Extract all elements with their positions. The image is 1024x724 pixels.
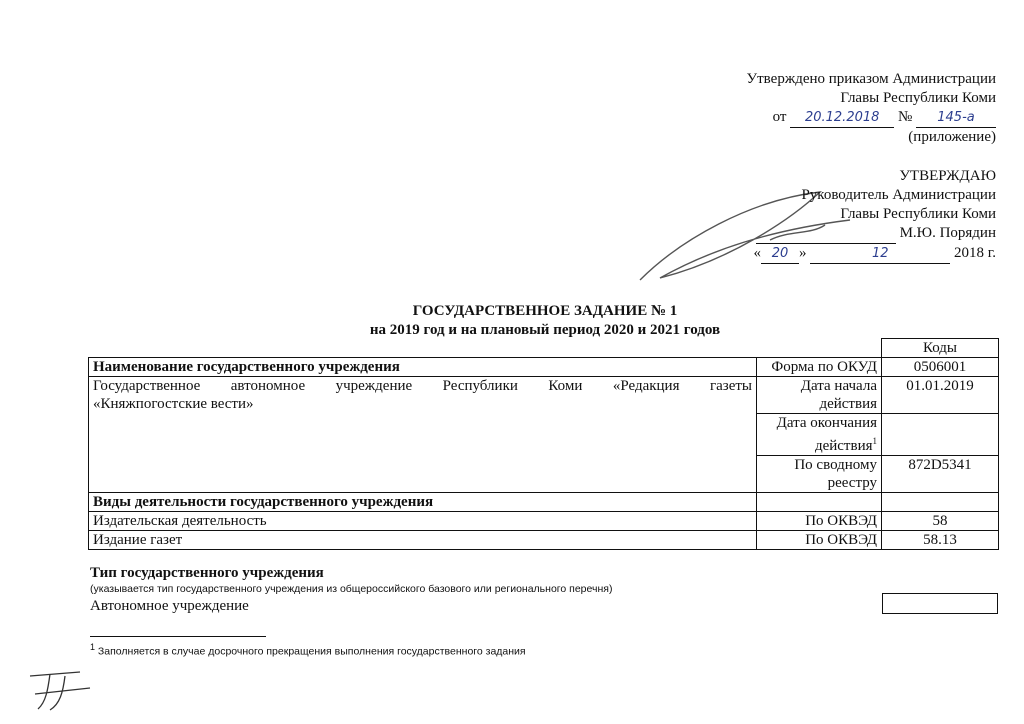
approve-block	[754, 167, 996, 264]
approve-heading: УТВЕРЖДАЮ	[899, 168, 996, 184]
start-date-label-2: действия	[819, 396, 877, 412]
approval-block	[747, 70, 997, 147]
okud-label: Форма по ОКУД	[757, 358, 882, 377]
registry-label	[757, 456, 882, 493]
start-date-label-1: Дата начала	[800, 378, 877, 394]
registry-label-2: реестру	[827, 475, 877, 491]
institution-name-cell	[89, 377, 757, 493]
footnote-divider	[90, 636, 266, 637]
assignment-table	[88, 338, 999, 550]
activity-okved-label: По ОКВЭД	[757, 512, 882, 531]
document-subtitle: на 2019 год и на плановый период 2020 и 2021 годов	[369, 322, 721, 338]
approve-date-line	[754, 244, 996, 264]
approve-position2: Главы Республики Коми	[840, 206, 996, 222]
activity-row	[89, 512, 999, 531]
type-value: Автономное учреждение	[90, 598, 249, 614]
end-date-footnote-mark: 1	[872, 436, 877, 446]
approval-number-label: №	[897, 109, 913, 125]
footnote-text: Заполняется в случае досрочного прекращения выполнения государственного задания	[95, 645, 526, 658]
approve-day-open: «	[753, 245, 762, 261]
start-date-label	[757, 377, 882, 414]
approval-date-handwritten: 20.12.2018	[790, 108, 894, 128]
okud-value: 0506001	[882, 358, 999, 377]
approval-from-label: от	[772, 109, 787, 125]
approval-line1: Утверждено приказом Администрации	[746, 71, 996, 87]
approve-day: 20	[761, 244, 799, 264]
activity-okved-code: 58.13	[882, 531, 999, 550]
activity-okved-code: 58	[882, 512, 999, 531]
institution-name-line1: Государственное автономное учреждение Республики Коми «Редакция газеты	[93, 378, 752, 394]
activity-name: Издательская деятельность	[89, 512, 757, 531]
document-title: ГОСУДАРСТВЕННОЕ ЗАДАНИЕ № 1	[412, 303, 678, 319]
type-heading: Тип государственного учреждения	[90, 565, 324, 581]
approve-day-close: »	[799, 245, 807, 261]
activity-row	[89, 531, 999, 550]
approval-appendix: (приложение)	[908, 129, 996, 145]
registry-label-1: По сводному	[794, 457, 877, 473]
end-date-label-1: Дата окончания	[776, 415, 877, 431]
approve-name-line	[754, 224, 996, 244]
type-code-box	[882, 593, 998, 614]
footnote	[90, 642, 526, 658]
registry-value: 872D5341	[882, 456, 999, 493]
start-date-value: 01.01.2019	[882, 377, 999, 414]
end-date-label-2-wrap	[761, 432, 877, 455]
activity-name: Издание газет	[89, 531, 757, 550]
footnote-mark: 1	[90, 642, 96, 652]
approve-year: 2018 г.	[954, 245, 996, 261]
approval-number-handwritten: 145-а	[916, 108, 996, 128]
codes-header: Коды	[882, 339, 999, 358]
activity-okved-label: По ОКВЭД	[757, 531, 882, 550]
initials-graphic	[20, 664, 110, 714]
approval-line2: Главы Республики Коми	[840, 90, 996, 106]
type-note: (указывается тип государственного учреждения из общероссийского базового или регионального перечня)	[90, 583, 613, 595]
end-date-label	[757, 414, 882, 456]
institution-name-line2: «Княжпогостские вести»	[93, 396, 254, 412]
approve-month: 12	[810, 244, 950, 264]
approve-name: М.Ю. Порядин	[899, 225, 996, 241]
institution-header: Наименование государственного учреждения	[89, 358, 757, 377]
end-date-label-2: действия	[814, 438, 873, 454]
end-date-value	[882, 414, 999, 456]
approve-position1: Руководитель Администрации	[801, 187, 996, 203]
activities-header: Виды деятельности государственного учреждения	[89, 493, 757, 512]
approval-order-line	[747, 108, 997, 128]
